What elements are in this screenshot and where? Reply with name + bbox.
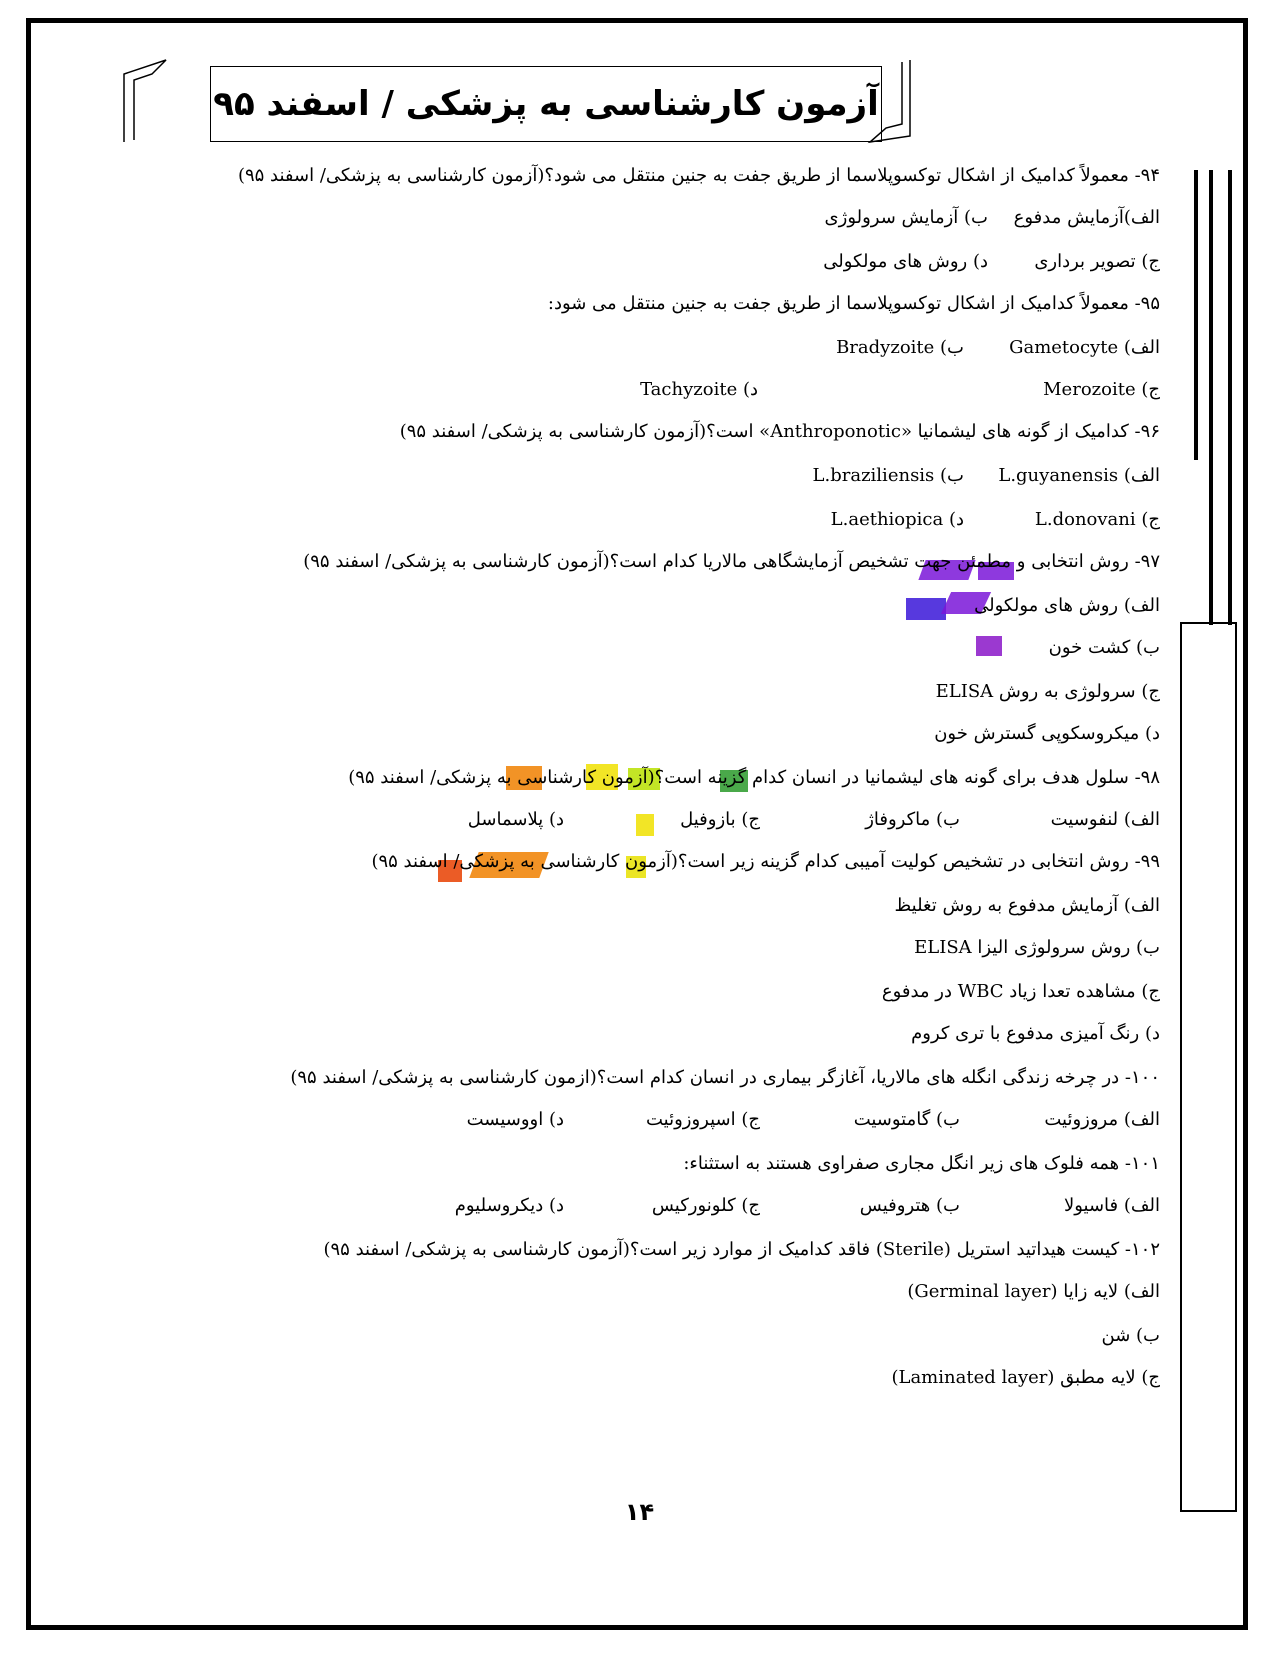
option: ج) Merozoite — [1043, 379, 1160, 400]
question-97: ۹۷- روش انتخابی و مطمئن جهت تشخیص آزمایشگاهی مالاریا کدام است؟(آزمون کارشناسی به پزشکی/ اسفند ۹۵) — [303, 551, 1160, 572]
option: ب) هتروفیس — [859, 1195, 960, 1216]
side-decoration-box — [1180, 622, 1237, 1512]
question-99: ۹۹- روش انتخابی در تشخیص کولیت آمیبی کدام گزینه زیر است؟(آزمون کارشناسی به پزشکی/ اسفند ۹۵) — [371, 851, 1160, 872]
question-101: ۱۰۱- همه فلوک های زیر انگل مجاری صفراوی هستند به استثناء: — [683, 1153, 1160, 1174]
option: ب) شن — [1101, 1325, 1160, 1346]
option: ب) ماکروفاژ — [865, 809, 960, 830]
option: ب) روش سرولوژی الیزا ELISA — [914, 937, 1160, 958]
options-95-row2 — [130, 372, 1160, 408]
option: الف) روش های مولکولی — [974, 595, 1160, 616]
option: ج) سرولوژی به روش ELISA — [935, 681, 1160, 702]
header-title-box — [210, 66, 882, 142]
options-100-row — [130, 1102, 1160, 1138]
option: الف) لایه زایا (Germinal layer) — [907, 1281, 1160, 1302]
option: الف) فاسیولا — [1063, 1195, 1160, 1216]
options-96-row2 — [130, 502, 1160, 538]
option: ب) آزمایش سرولوژی — [824, 207, 988, 228]
side-decoration-lines — [1192, 170, 1252, 650]
option: د) اووسیست — [466, 1109, 564, 1130]
options-101-row — [130, 1188, 1160, 1224]
option: الف) آزمایش مدفوع به روش تغلیظ — [894, 895, 1160, 916]
question-100: ۱۰۰- در چرخه زندگی انگله های مالاریا، آغازگر بیماری در انسان کدام است؟(ازمون کارشناسی به پزشکی/ اسفند ۹۵) — [290, 1067, 1160, 1088]
option: د) پلاسماسل — [467, 809, 564, 830]
option: ج) لایه مطبق (Laminated layer) — [891, 1367, 1160, 1388]
option: الف) L.guyanensis — [998, 465, 1160, 486]
question-98: ۹۸- سلول هدف برای گونه های لیشمانیا در انسان کدام گزینه است؟(آزمون کارشناسی به پزشکی/ اسفند ۹۵) — [348, 767, 1160, 788]
option: ج) بازوفیل — [680, 809, 760, 830]
page-number: ۱۴ — [624, 1498, 655, 1526]
option: ج) اسپروزوئیت — [645, 1109, 760, 1130]
question-96: ۹۶- کدامیک از گونه های لیشمانیا «Anthroponotic» است؟(آزمون کارشناسی به پزشکی/ اسفند ۹۵) — [399, 421, 1160, 442]
options-94-row2 — [130, 244, 1160, 280]
options-96-row1 — [130, 458, 1160, 494]
option: د) روش های مولکولی — [823, 251, 988, 272]
options-94-row1 — [130, 200, 1160, 236]
options-95-row1 — [130, 330, 1160, 366]
option: ج) مشاهده تعدا زیاد WBC در مدفوع — [881, 981, 1160, 1002]
left-bracket-decoration — [118, 56, 170, 146]
option: د) رنگ آمیزی مدفوع با تری کروم — [911, 1023, 1160, 1044]
question-95: ۹۵- معمولاً کدامیک از اشکال توکسوپلاسما از طریق جفت به جنین منتقل می شود: — [547, 293, 1160, 314]
option: الف) مروزوئیت — [1044, 1109, 1160, 1130]
option: د) Tachyzoite — [640, 379, 758, 400]
option: ب) گامتوسیت — [853, 1109, 960, 1130]
option: ج) تصویر برداری — [1034, 251, 1160, 272]
option: ج) L.donovani — [1034, 509, 1160, 530]
option: ب) L.braziliensis — [812, 465, 964, 486]
option: الف) Gametocyte — [1009, 337, 1160, 358]
options-98-row — [130, 802, 1160, 838]
option: د) دیکروسلیوم — [454, 1195, 564, 1216]
option: ب) کشت خون — [1048, 637, 1160, 658]
option: ج) کلونورکیس — [651, 1195, 760, 1216]
question-94: ۹۴- معمولاً کدامیک از اشکال توکسوپلاسما از طریق جفت به جنین منتقل می شود؟(آزمون کارشناسی به پزشکی/ اسفند ۹۵) — [237, 165, 1160, 186]
option: ب) Bradyzoite — [836, 337, 964, 358]
option: د) L.aethiopica — [830, 509, 964, 530]
option: د) میکروسکوپی گسترش خون — [934, 723, 1160, 744]
option: الف)آزمایش مدفوع — [1013, 207, 1160, 228]
page-title: آزمون کارشناسی به پزشکی / اسفند ۹۵ — [213, 84, 879, 124]
question-102: ۱۰۲- کیست هیداتید استریل (Sterile) فاقد کدامیک از موارد زیر است؟(آزمون کارشناسی به پزشکی/ اسفند ۹۵) — [323, 1239, 1160, 1260]
option: الف) لنفوسیت — [1050, 809, 1160, 830]
